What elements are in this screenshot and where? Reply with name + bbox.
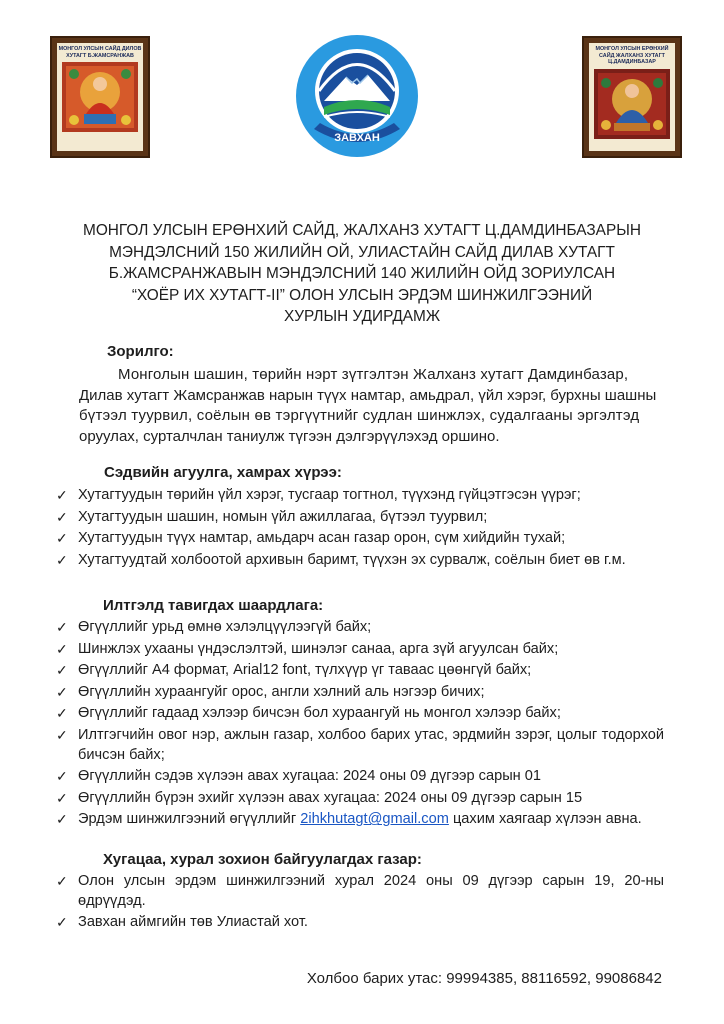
checkmark-icon: ✓ [56, 683, 68, 700]
checkmark-icon: ✓ [56, 530, 68, 547]
checkmark-icon: ✓ [56, 726, 68, 743]
document-title [60, 220, 664, 328]
list-item: ✓ Илтгэгчийн овог нэр, ажлын газар, холбоо барих утас, эрдмийн зэрэг, цолыг тодорхой бичсэн байх; [56, 726, 664, 763]
list-item: ✓ Хутагтуудтай холбоотой архивын баримт, түүхэн эх сурвалж, соёлын биет өв г.м. [56, 551, 664, 571]
list-item: ✓ Хутагтуудын түүх намтар, амьдарч асан газар орон, сүм хийдийн тухай; [56, 529, 664, 549]
goal-line: оруулах, сурталчлан таниулж түгээн дэлгэрүүлэхэд оршино. [79, 427, 500, 445]
zavkhan-emblem-logo [294, 33, 420, 159]
checkmark-icon: ✓ [56, 662, 68, 679]
checkmark-icon: ✓ [56, 551, 68, 568]
list-item: ✓ Өгүүллийг урьд өмнө хэлэлцүүлээгүй байх; [56, 618, 664, 638]
left-portrait-caption: МОНГОЛ УЛСЫН САЙД ДИЛОВ ХУТАГТ Б.ЖАМСРАНЖАВ [58, 46, 142, 59]
list-item: ✓ Өгүүллийн бүрэн эхийг хүлээн авах хугацаа: 2024 оны 09 дүгээр сарын 15 [56, 789, 664, 809]
list-item: ✓ Шинжлэх ухааны үндэслэлтэй, шинэлэг санаа, арга зүй агуулсан байх; [56, 640, 664, 660]
list-item: ✓ Хутагтуудын шашин, номын үйл ажиллагаа, бүтээл туурвил; [56, 508, 664, 528]
checkmark-icon: ✓ [56, 640, 68, 657]
logo-text: ЗАВХАН [334, 132, 380, 144]
list-item: ✓ Өгүүллийг А4 формат, Arial12 font, түлхүүр үг тавааc цөөнгүй байх; [56, 661, 664, 681]
checkmark-icon: ✓ [56, 873, 68, 889]
list-item: ✓ Өгүүллийн сэдэв хүлээн авах хугацаа: 2024 оны 09 дүгээр сарын 01 [56, 767, 664, 787]
title-line: МЭНДЭЛСНИЙ 150 ЖИЛИЙН ОЙ, УЛИАСТАЙН САЙД ДИЛАВ ХУТАГТ [109, 243, 615, 261]
checkmark-icon: ✓ [56, 705, 68, 722]
contact-phones: Холбоо барих утас: 99994385, 88116592, 99086842 [306, 970, 662, 987]
checkmark-icon: ✓ [56, 508, 68, 525]
left-portrait-frame [50, 36, 150, 158]
requirements-heading: Илтгэлд тавигдах шаардлага: [103, 597, 324, 614]
list-item: ✓ Завхан аймгийн төв Улиастай хот. [56, 913, 664, 933]
checkmark-icon: ✓ [56, 487, 68, 503]
goal-paragraph [79, 365, 664, 447]
list-item: ✓ Хутагтуудын төрийн үйл хэрэг, тусгаар тогтнол, түүхэнд гүйцэтгэсэн үүрэг; [56, 486, 664, 506]
list-item: ✓ Олон улсын эрдэм шинжилгээний хурал 2024 оны 09 дүгээр сарын 19, 20-ны өдрүүдэд. [56, 873, 664, 909]
topics-heading: Сэдвийн агуулга, хамрах хүрээ: [104, 464, 342, 481]
left-thangka-image [62, 62, 138, 132]
email-link[interactable]: 2ihkhutagt@gmail.com [300, 811, 449, 828]
right-thangka-image [594, 69, 670, 139]
right-portrait-frame [582, 36, 682, 158]
checkmark-icon: ✓ [56, 789, 68, 806]
requirements-list [56, 618, 664, 832]
venue-list [56, 872, 664, 935]
checkmark-icon: ✓ [56, 768, 68, 785]
list-item: ✓ Өгүүллийн хураангуйг орос, англи хэлний аль нэгээр бичих; [56, 683, 664, 703]
venue-heading: Хугацаа, хурал зохион байгуулагдах газар: [103, 851, 422, 868]
checkmark-icon: ✓ [56, 914, 68, 931]
goal-line: Дилав хутагт Жамсранжав нарын түүх намтар, амьдрал, үйл хэрэг, бурхны шашны [79, 386, 657, 404]
topics-list [56, 486, 664, 572]
goal-line: бүтээл туурвил, соёлын өв тэргүүтнийг судлан шинжлэх, судалгааны эргэлтэд [79, 407, 640, 425]
goal-line: Монголын шашин, төрийн нэрт зүтгэлтэн Жалханз хутагт Дамдинбазар, [118, 366, 629, 383]
title-line: МОНГОЛ УЛСЫН ЕРӨНХИЙ САЙД, ЖАЛХАНЗ ХУТАГТ Ц.ДАМДИНБАЗАРЫН [83, 222, 641, 239]
right-portrait-caption: МОНГОЛ УЛСЫН ЕРӨНХИЙ САЙД ЖАЛХАНЗ ХУТАГТ Ц.ДАМДИНБАЗАР [595, 46, 669, 65]
title-line: “ХОЁР ИХ ХУТАГТ-II” ОЛОН УЛСЫН ЭРДЭМ ШИНЖИЛГЭЭНИЙ [131, 286, 593, 304]
title-line: Б.ЖАМСРАНЖАВЫН МЭНДЭЛСНИЙ 140 ЖИЛИЙН ОЙД ЗОРИУЛСАН [108, 265, 616, 282]
checkmark-icon: ✓ [56, 811, 68, 828]
goal-heading: Зорилго: [107, 343, 174, 360]
checkmark-icon: ✓ [56, 619, 68, 635]
list-item: ✓ Өгүүллийг гадаад хэлээр бичсэн бол хураангуй нь монгол хэлээр байх; [56, 704, 664, 724]
title-line: ХУРЛЫН УДИРДАМЖ [283, 308, 441, 325]
list-item: ✓ Эрдэм шинжилгээний өгүүллийг 2ihkhutagt@gmail.com цахим хаягаар хүлээн авна. [56, 810, 664, 830]
